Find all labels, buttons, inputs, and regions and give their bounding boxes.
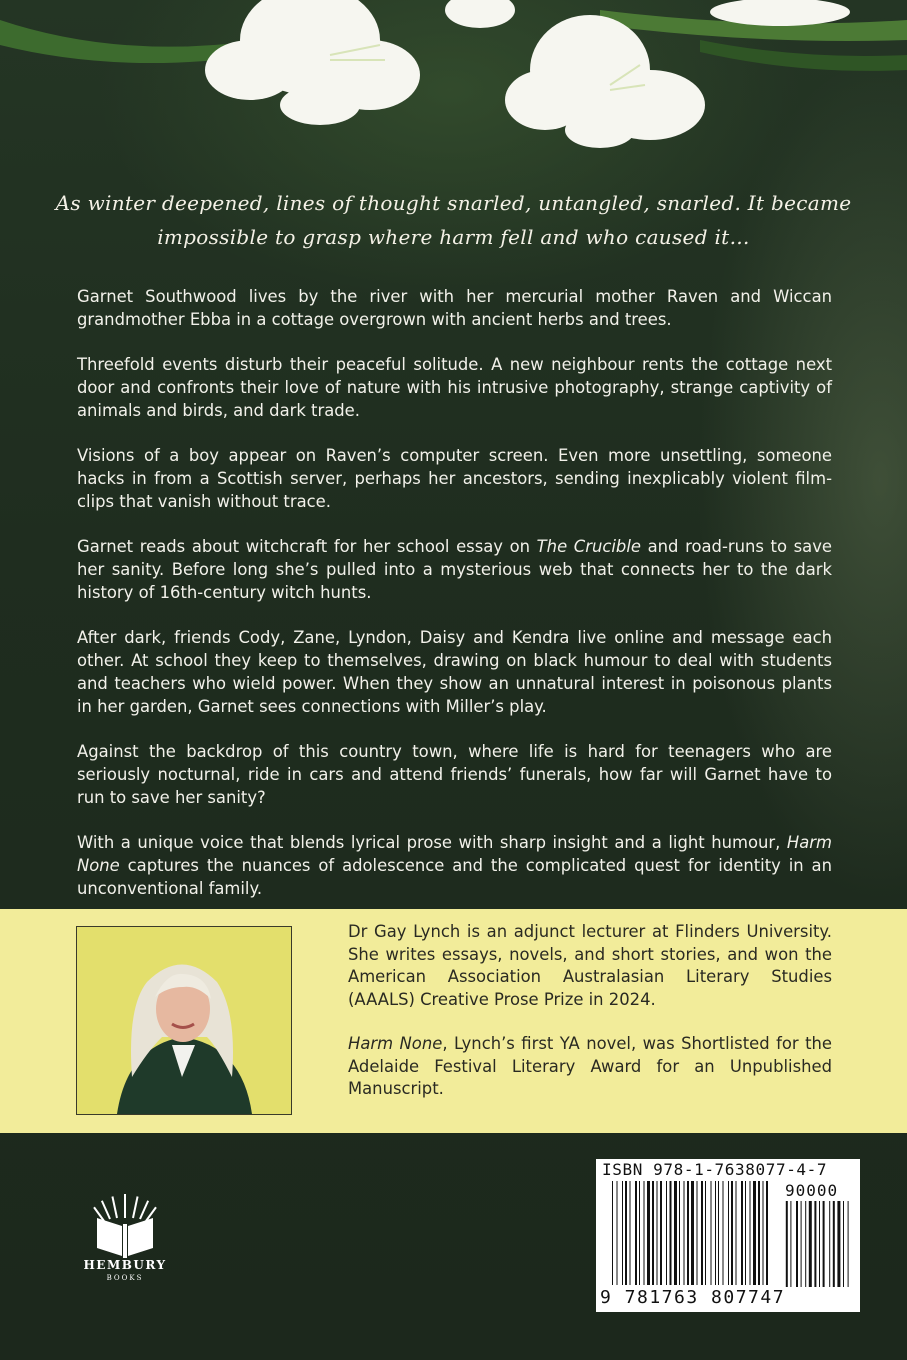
barcode-bar <box>635 1181 637 1285</box>
barcode-bar <box>691 1181 694 1285</box>
gladiolus-flowers-image <box>0 0 907 170</box>
hembury-books-logo-icon <box>72 1188 178 1288</box>
author-bio <box>348 921 832 1123</box>
author-photo <box>76 926 292 1115</box>
barcode-bar <box>687 1181 689 1285</box>
barcode-bar <box>736 1181 737 1285</box>
barcode-bar <box>612 1181 613 1285</box>
barcode-bar <box>766 1181 768 1285</box>
barcode-bar <box>753 1181 756 1285</box>
barcode-bar <box>745 1181 746 1285</box>
barcode-addon-bar <box>819 1201 820 1287</box>
barcode-bar <box>741 1181 743 1285</box>
blurb-paragraph: Threefold events disturb their peaceful solitude. A new neighbour rents the cottage next door and confronts their love of nature with his intrusive photography, strange captivity of animals and birds, and dark trade. <box>77 355 832 420</box>
isbn-text: ISBN 978-1-7638077-4-7 <box>602 1160 828 1179</box>
barcode-bar <box>750 1181 751 1285</box>
blurb-paragraph: After dark, friends Cody, Zane, Lyndon, Daisy and Kendra live online and message each other. At school they keep to themselves, drawing on black humour to deal with students and teachers who wield power. When they show an unnatural interest in poisonous plants in her garden, Garnet sees connections with Miller’s play. <box>77 628 832 716</box>
barcode-addon-bar <box>829 1201 830 1287</box>
barcode-bar <box>728 1181 729 1285</box>
text-run: , Lynch’s first YA novel, was Shortlisted for the Adelaide Festival Literary Award for an Unpublished Manuscript. <box>348 1034 832 1098</box>
barcode-bar <box>711 1181 712 1285</box>
barcode-addon-bar <box>843 1201 844 1287</box>
barcode-digits: 9 781763 807747 <box>600 1287 786 1308</box>
blurb-paragraph: Garnet Southwood lives by the river with her mercurial mother Raven and Wiccan grandmother Ebba in a cottage overgrown with ancient herbs and trees. <box>77 287 832 329</box>
barcode-addon-bar <box>790 1201 791 1287</box>
blurb-paragraph <box>77 535 832 604</box>
barcode-bar <box>723 1181 724 1285</box>
barcode-addon-bar <box>805 1201 806 1287</box>
barcode-bar <box>670 1181 672 1285</box>
barcode-bar <box>622 1181 623 1285</box>
barcode-bar <box>705 1181 706 1285</box>
barcode-bar <box>666 1181 667 1285</box>
barcode-bar <box>718 1181 719 1285</box>
bio-paragraph: Dr Gay Lynch is an adjunct lecturer at Flinders University. She writes essays, novels, and short stories, and won the American Association Australasian Literary Studies (AAALS) Creative Prose Prize in 2024. <box>348 922 832 1009</box>
book-title-harm-none: Harm None <box>348 1034 443 1053</box>
tagline-quote: As winter deepened, lines of thought snarled, untangled, snarled. It became impossible to grasp where harm fell and who caused it… <box>55 191 852 249</box>
barcode-bar <box>652 1181 654 1285</box>
text-run: With a unique voice that blends lyrical prose with sharp insight and a light humour, <box>77 833 787 852</box>
barcode-bar <box>630 1181 631 1285</box>
publisher-name: HEMBURY <box>83 1258 167 1272</box>
book-title-harm-none: Harm None <box>77 833 832 875</box>
publisher-subtitle: BOOKS <box>106 1274 144 1282</box>
barcode-addon-bar <box>823 1201 825 1287</box>
barcode-bar <box>731 1181 733 1285</box>
barcode-addon-bar <box>833 1201 835 1287</box>
barcode-addon-bar <box>814 1201 816 1287</box>
barcode-bar <box>763 1181 764 1285</box>
barcode-bar <box>617 1181 618 1285</box>
blurb-paragraph <box>77 831 832 900</box>
barcode-bar <box>684 1181 685 1285</box>
barcode-addon-bar <box>786 1201 788 1287</box>
blurb-paragraph: Visions of a boy appear on Raven’s computer screen. Even more unsettling, someone hacks in from a Scottish server, perhaps her ancestors, sending inexplicably violent film-clips that vanish without trace. <box>77 446 832 511</box>
barcode-bar <box>644 1181 645 1285</box>
blurb <box>77 285 832 922</box>
barcode-addon-bar <box>796 1201 798 1287</box>
barcode-addon-bar <box>809 1201 812 1287</box>
bio-paragraph <box>348 1033 832 1101</box>
blurb-paragraph: Against the backdrop of this country town, where life is hard for teenagers who are seriously nocturnal, ride in cars and attend friends’ funerals, how far will Garnet have to run to save her sanity? <box>77 742 832 807</box>
barcode-bar <box>701 1181 703 1285</box>
barcode-bar <box>674 1181 677 1285</box>
barcode-addon-bar <box>848 1201 849 1287</box>
book-title-the-crucible: The Crucible <box>536 537 641 556</box>
barcode-bar <box>679 1181 680 1285</box>
barcode-bar <box>647 1181 650 1285</box>
barcode-addon-bar <box>837 1201 840 1287</box>
barcode-bar <box>715 1181 716 1285</box>
barcode-addon-digits: 90000 <box>785 1181 839 1200</box>
barcode-bar <box>625 1181 627 1285</box>
barcode-bar <box>660 1181 662 1285</box>
text-run: and road-runs to save her sanity. Before long she’s pulled into a mysterious web that connects her to the dark history of 16th-century witch hunts. <box>77 537 833 602</box>
text-run: captures the nuances of adolescence and the complicated quest for identity in an unconventional family. <box>77 856 832 898</box>
barcode-bar <box>697 1181 698 1285</box>
text-run: Garnet reads about witchcraft for her school essay on <box>77 537 537 556</box>
barcode-bar <box>639 1181 640 1285</box>
barcode-bar <box>758 1181 760 1285</box>
barcode-bar <box>657 1181 658 1285</box>
barcode-addon-bar <box>801 1201 802 1287</box>
